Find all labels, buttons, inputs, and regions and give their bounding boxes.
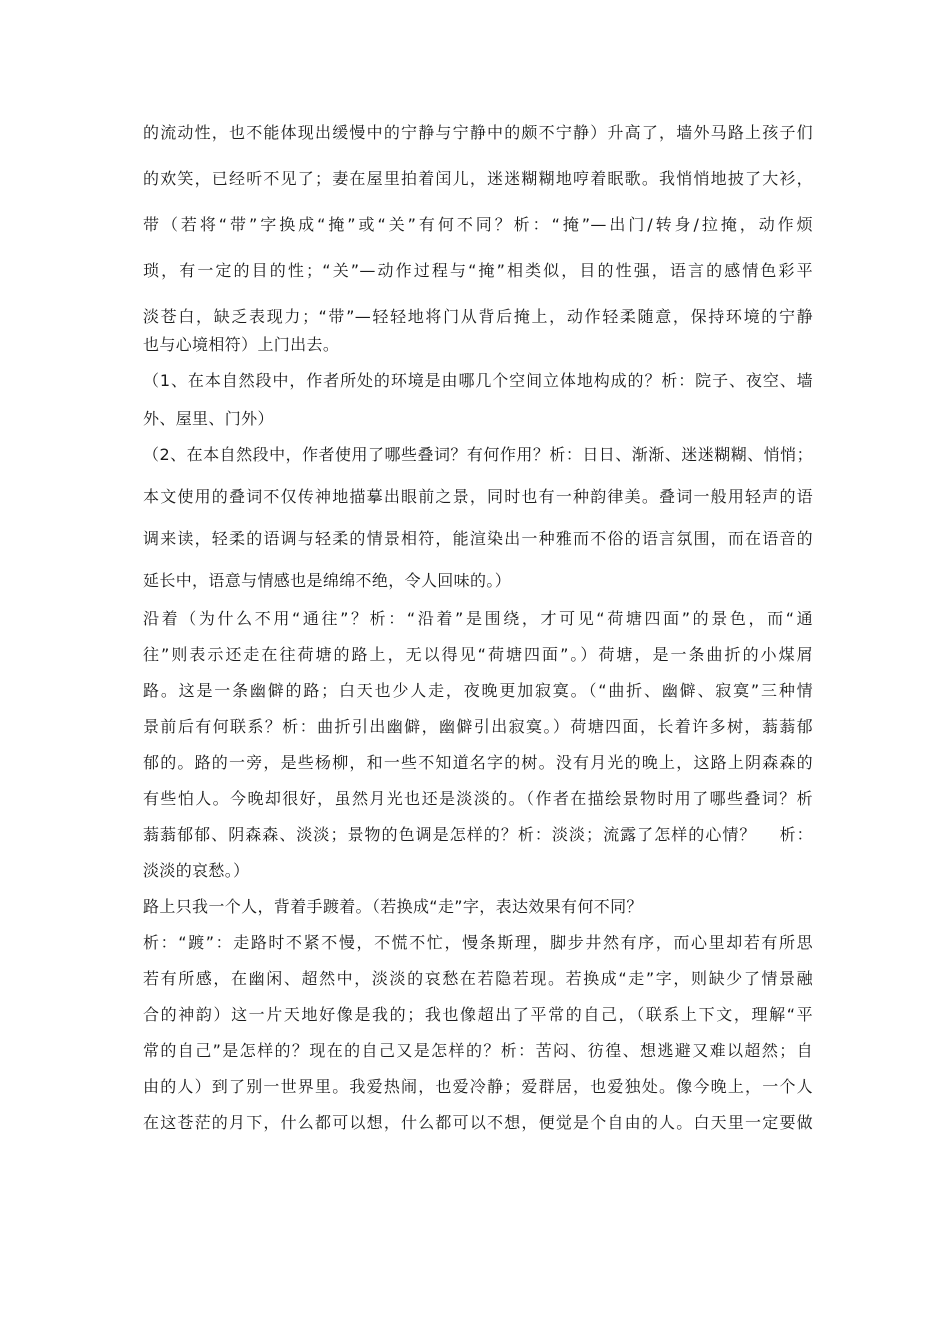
text-line: 调来读，轻柔的语调与轻柔的情景相符，能渲染出一种雅而不俗的语言氛围，而在语音的 [143,529,813,548]
text-line: 路。这是一条幽僻的路；白天也少人走，夜晚更加寂寞。（“曲折、幽僻、寂寞”三种情 [143,681,813,700]
text-line: 路上只我一个人，背着手踱着。（若换成“走”字，表达效果有何不同？ [143,897,643,916]
text-line: 淡苍白，缺乏表现力；“带”—轻轻地将门从背后掩上，动作轻柔随意，保持环境的宁静 [143,307,813,326]
text-line: 延长中，语意与情感也是绵绵不绝，令人回味的。） [143,571,512,590]
text-line: 析：“踱”：走路时不紧不慢，不慌不忙，慢条斯理，脚步井然有序，而心里却若有所思 [143,933,813,952]
text-line: 淡淡的哀愁。） [143,861,250,880]
text-line: 琐，有一定的目的性；“关”—动作过程与“掩”相类似，目的性强，语言的感情色彩平 [143,261,813,280]
text-line: 合的神韵）这一片天地好像是我的；我也像超出了平常的自己，（联系上下文，理解“平 [143,1005,813,1024]
text-line: 常的自己”是怎样的？现在的自己又是怎样的？析：苦闷、彷徨、想逃避又难以超然；自 [143,1041,813,1060]
text-line: 由的人）到了别一世界里。我爱热闹，也爱冷静；爱群居，也爱独处。像今晚上，一个人 [143,1077,813,1096]
text-line: 本文使用的叠词不仅传神地描摹出眼前之景，同时也有一种韵律美。叠词一般用轻声的语 [143,487,813,506]
text-line: 有些怕人。今晚却很好，虽然月光也还是淡淡的。（作者在描绘景物时用了哪些叠词？析 [143,789,813,808]
text-line: 若有所感，在幽闲、超然中，淡淡的哀愁在若隐若现。若换成“走”字，则缺少了情景融 [143,969,813,988]
text-line: 的流动性，也不能体现出缓慢中的宁静与宁静中的颇不宁静）升高了，墙外马路上孩子们 [143,123,813,142]
text-line: （2、在本自然段中，作者使用了哪些叠词？有何作用？析：日日、渐渐、迷迷糊糊、悄悄； [143,445,813,464]
text-line: 外、屋里、门外） [143,409,274,428]
text-line: 的欢笑，已经听不见了；妻在屋里拍着闰儿，迷迷糊糊地哼着眠歌。我悄悄地披了大衫， [143,169,813,188]
text-line: 郁的。路的一旁，是些杨柳，和一些不知道名字的树。没有月光的晚上，这路上阴森森的 [143,753,813,772]
text-line: 景前后有何联系？析：曲折引出幽僻，幽僻引出寂寞。）荷塘四面，长着许多树，蓊蓊郁 [143,717,813,736]
text-line: 在这苍茫的月下，什么都可以想，什么都可以不想，便觉是个自由的人。白天里一定要做 [143,1113,813,1132]
text-line: 带（若将“带”字换成“掩”或“关”有何不同？析：“掩”—出门/转身/拉掩，动作烦 [143,215,813,234]
text-line: 蓊蓊郁郁、阴森森、淡淡；景物的色调是怎样的？析：淡淡；流露了怎样的心情？ 析： [143,825,813,844]
text-line: 往”则表示还走在往荷塘的路上，无以得见“荷塘四面”。）荷塘，是一条曲折的小煤屑 [143,645,813,664]
text-line: 也与心境相符）上门出去。 [143,335,340,354]
text-line: 沿着（为什么不用“通往”？析：“沿着”是围绕，才可见“荷塘四面”的景色，而“通 [143,609,813,628]
text-line: （1、在本自然段中，作者所处的环境是由哪几个空间立体地构成的？析：院子、夜空、墙 [143,371,813,390]
